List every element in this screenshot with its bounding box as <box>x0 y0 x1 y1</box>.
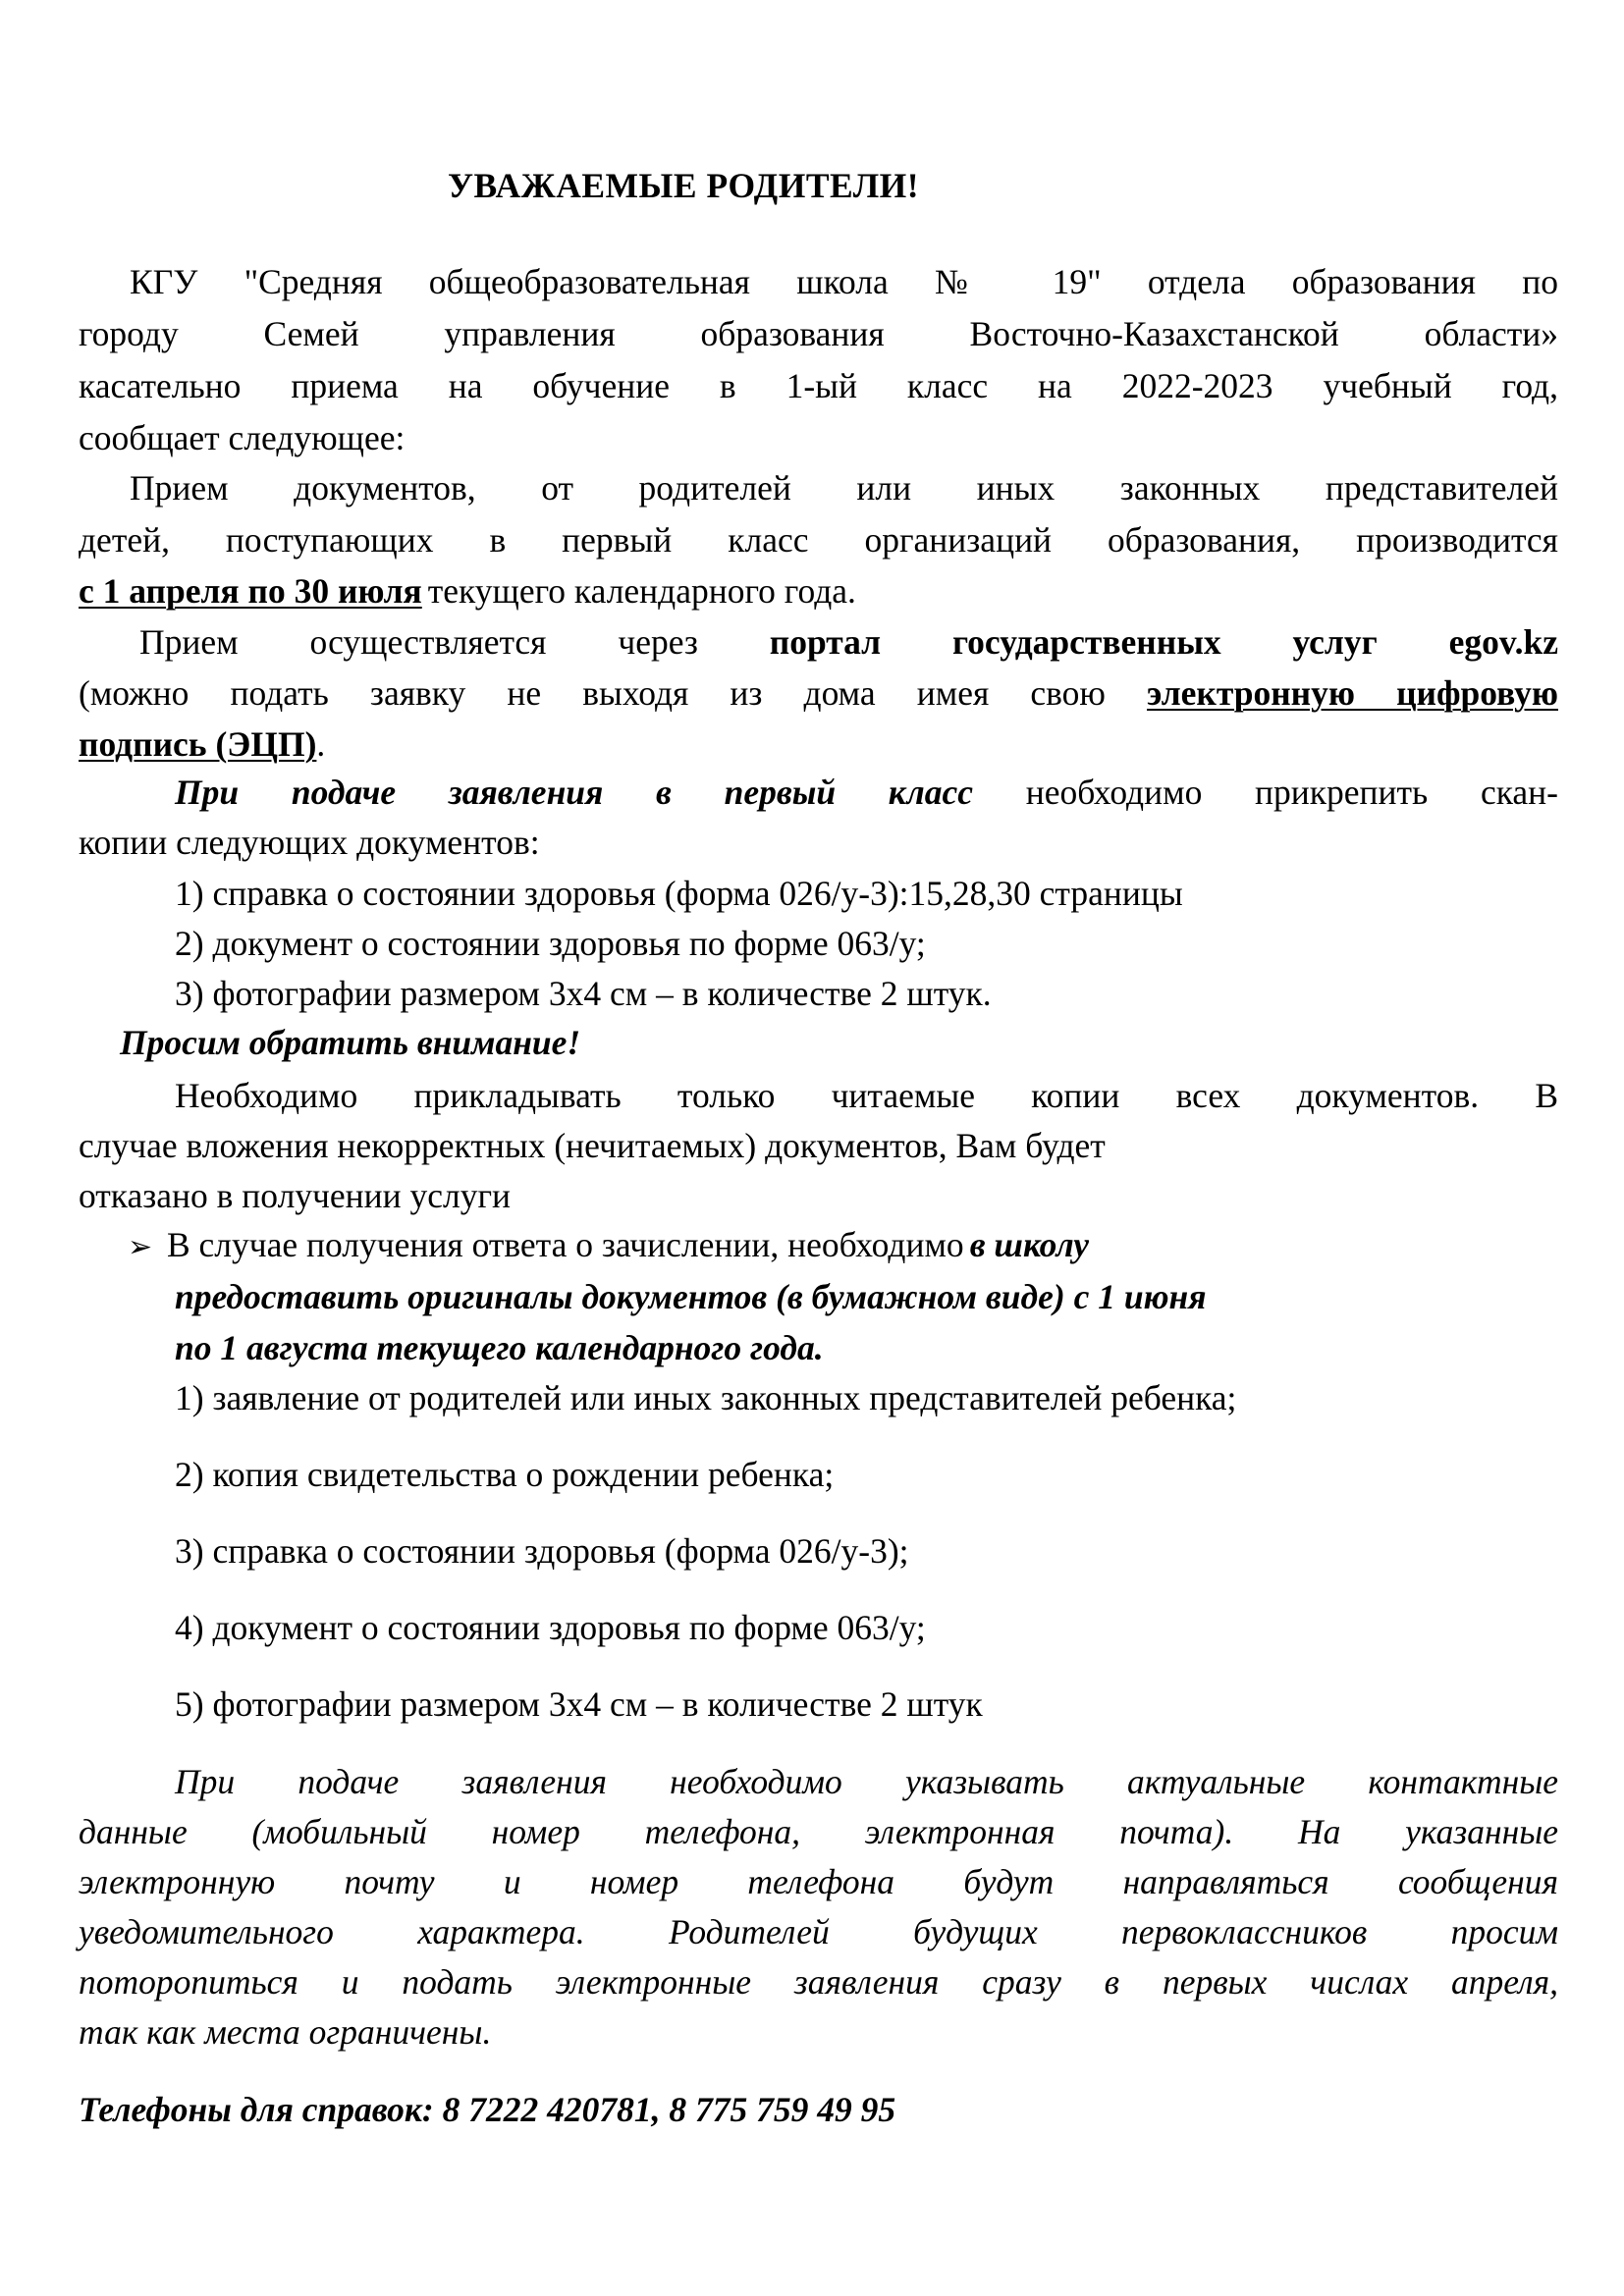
contacts-label: Телефоны для справок: <box>79 2090 434 2129</box>
contacts-phones: 8 7222 420781, 8 775 759 49 95 <box>442 2090 896 2129</box>
reception-line-3 <box>79 567 856 614</box>
portal-line-2 <box>79 669 1558 717</box>
reception-line-1: Прием документов, от родителей или иных законных представителей <box>130 468 1558 507</box>
note-line-2: данные (мобильный номер телефона, электронная почта). На указанные <box>79 1812 1558 1851</box>
portal-name: портал государственных услуг egov.kz <box>769 622 1558 662</box>
note-line-1: При подаче заявления необходимо указывать актуальные контактные <box>175 1762 1558 1801</box>
portal-intro-text: Прием осуществляется через <box>139 622 698 662</box>
portal-note-text: (можно подать заявку не выходя из дома имея свою <box>79 673 1106 713</box>
originals-item: 5) фотографии размером 3х4 см – в количестве 2 штук <box>175 1684 983 1724</box>
attach-line-1-rest: необходимо прикрепить скан- <box>1025 773 1558 812</box>
originals-intro: В случае получения ответа о зачислении, необходимо <box>167 1225 964 1264</box>
intro-line-3: касательно приема на обучение в 1-ый класс на 2022-2023 учебный год, <box>79 366 1558 405</box>
portal-line-3 <box>79 721 325 768</box>
attach-item: 3) фотографии размером 3х4 см – в количестве 2 штук. <box>175 974 992 1013</box>
originals-line-3: по 1 августа текущего календарного года. <box>175 1328 824 1367</box>
attach-line-2: копии следующих документов: <box>79 823 540 862</box>
originals-item: 2) копия свидетельства о рождении ребенка; <box>175 1455 835 1494</box>
note-line-5: поторопиться и подать электронные заявления сразу в первых числах апреля, <box>79 1962 1558 2002</box>
attention-line-2: случае вложения некорректных (нечитаемых) документов, Вам будет <box>79 1126 1106 1165</box>
reception-line-3-rest: текущего календарного года. <box>427 571 856 611</box>
page-title: УВАЖАЕМЫЕ РОДИТЕЛИ! <box>448 166 920 205</box>
originals-line-2: предоставить оригиналы документов (в бумажном виде) с 1 июня <box>175 1277 1207 1316</box>
attention-heading: Просим обратить внимание! <box>120 1023 581 1062</box>
originals-highlight-1: в школу <box>969 1225 1090 1264</box>
originals-line-1 <box>128 1221 1089 1268</box>
portal-line-3-end: . <box>316 724 326 764</box>
attention-line-1: Необходимо прикладывать только читаемые копии всех документов. В <box>175 1076 1558 1115</box>
intro-line-1: КГУ "Средняя общеобразовательная школа № 19" отдела образования по <box>130 262 1558 301</box>
attach-lead: При подаче заявления в первый класс <box>175 773 973 812</box>
ecp-label-part-2: подпись (ЭЦП) <box>79 724 317 764</box>
intro-line-2: городу Семей управления образования Восточно-Казахстанской области» <box>79 314 1558 353</box>
attach-item: 2) документ о состоянии здоровья по форме 063/у; <box>175 924 926 963</box>
note-line-4: уведомительного характера. Родителей будущих первоклассников просим <box>79 1912 1558 1951</box>
attention-line-3: отказано в получении услуги <box>79 1176 512 1215</box>
note-line-3: электронную почту и номер телефона будут направляться сообщения <box>79 1862 1558 1901</box>
attach-item: 1) справка о состоянии здоровья (форма 026/у-3):15,28,30 страницы <box>175 874 1183 913</box>
intro-line-4: сообщает следующее: <box>79 418 406 457</box>
arrow-bullet-icon: ➢ <box>128 1230 153 1264</box>
reception-dates: с 1 апреля по 30 июля <box>79 571 422 611</box>
ecp-label-part-1: электронную цифровую <box>1147 673 1558 713</box>
note-line-6: так как места ограничены. <box>79 2012 492 2052</box>
originals-item: 1) заявление от родителей или иных законных представителей ребенка; <box>175 1378 1237 1417</box>
contacts-line <box>79 2086 895 2133</box>
originals-item: 3) справка о состоянии здоровья (форма 026/у-3); <box>175 1531 909 1571</box>
portal-line-1 <box>139 618 1558 666</box>
originals-item: 4) документ о состоянии здоровья по форме 063/у; <box>175 1608 926 1647</box>
reception-line-2: детей, поступающих в первый класс организаций образования, производится <box>79 520 1558 560</box>
attach-line-1 <box>175 769 1558 816</box>
